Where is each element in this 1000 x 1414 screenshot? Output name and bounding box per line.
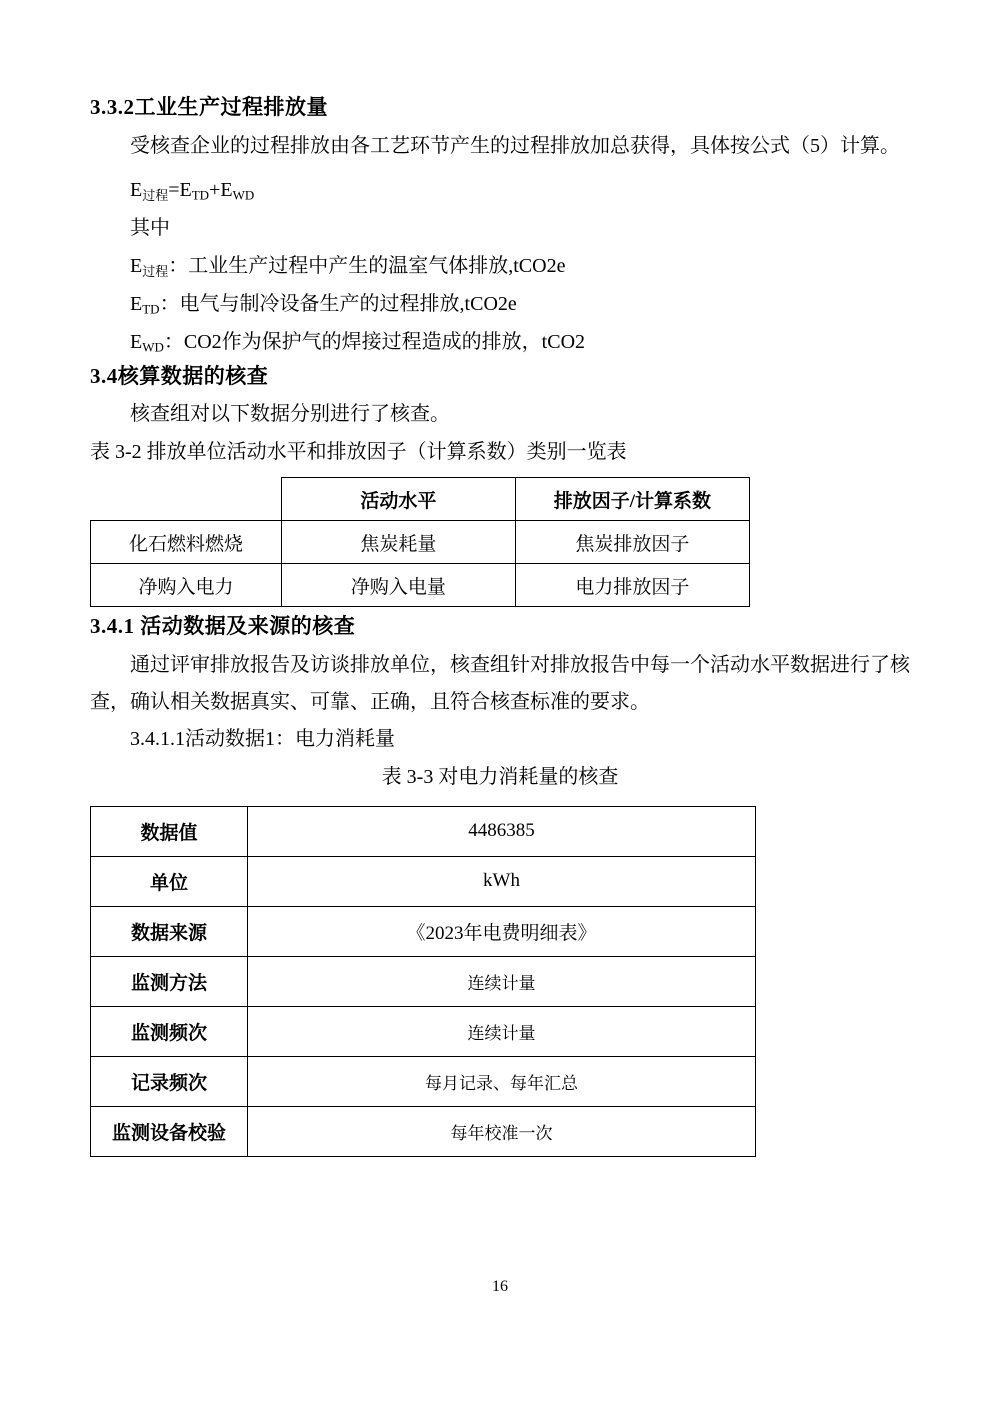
table-cell-value: 每年校准一次 — [248, 1106, 756, 1156]
def-2-sub: TD — [142, 301, 160, 317]
formula-def-2 — [90, 285, 910, 323]
table-row — [91, 956, 756, 1006]
table-row — [91, 856, 756, 906]
table-cell-label: 监测频次 — [91, 1006, 248, 1056]
formula-e: E — [130, 178, 143, 201]
table-cell: 电力排放因子 — [515, 564, 749, 607]
table-cell: 净购入电力 — [91, 564, 282, 607]
table-header-blank — [91, 478, 282, 521]
table-3-2 — [90, 477, 750, 607]
table-cell-value: 《2023年电费明细表》 — [248, 906, 756, 956]
table-cell: 焦炭耗量 — [281, 521, 515, 564]
heading-3-4-1: 3.4.1 活动数据及来源的核查 — [90, 614, 356, 638]
table-cell: 化石燃料燃烧 — [91, 521, 282, 564]
table-header-activity-level: 活动水平 — [281, 478, 515, 521]
formula-e-sub: 过程 — [142, 187, 169, 203]
def-3-text: ：CO2作为保护气的焊接过程造成的排放，tCO2 — [163, 330, 586, 353]
heading-3-4: 3.4核算数据的核查 — [90, 363, 269, 388]
formula-plus: +E — [209, 178, 233, 201]
paragraph-3-3-2: 受核查企业的过程排放由各工艺环节产生的过程排放加总获得，具体按公式（5）计算。 — [130, 134, 900, 157]
table-cell-label: 监测方法 — [91, 956, 248, 1006]
def-1-symbol: E — [130, 254, 143, 277]
table-3-2-caption: 表 3-2 排放单位活动水平和排放因子（计算系数）类别一览表 — [90, 441, 627, 463]
table-cell-label: 监测设备校验 — [91, 1106, 248, 1156]
table-cell: 净购入电量 — [281, 564, 515, 607]
table-cell-label: 数据值 — [91, 806, 248, 856]
table-cell: 焦炭排放因子 — [515, 521, 749, 564]
def-3-symbol: E — [130, 330, 143, 353]
table-header-emission-factor: 排放因子/计算系数 — [515, 478, 749, 521]
def-1-text: ：工业生产过程中产生的温室气体排放,tCO2e — [168, 254, 566, 277]
table-row — [91, 564, 750, 607]
table-cell-label: 数据来源 — [91, 906, 248, 956]
table-3-3-caption: 表 3-3 对电力消耗量的核查 — [381, 765, 619, 788]
def-1-sub: 过程 — [142, 263, 169, 279]
subheading-3-4-1-1: 3.4.1.1活动数据1：电力消耗量 — [130, 727, 395, 750]
formula-def-3 — [90, 323, 910, 361]
table-row — [91, 521, 750, 564]
def-2-symbol: E — [130, 292, 143, 315]
table-row — [91, 1056, 756, 1106]
formula-td-sub: TD — [191, 187, 210, 203]
table-row — [91, 478, 750, 521]
table-row — [91, 1006, 756, 1056]
formula-where-label: 其中 — [130, 216, 170, 239]
table-cell-value: 连续计量 — [248, 956, 756, 1006]
table-3-3 — [90, 806, 756, 1157]
page-number: 16 — [492, 1278, 508, 1295]
table-row — [91, 806, 756, 856]
table-cell-value: 每月记录、每年汇总 — [248, 1056, 756, 1106]
table-cell-value: 4486385 — [248, 806, 756, 856]
formula-main — [90, 171, 910, 209]
formula-eq: =E — [168, 178, 192, 201]
table-row — [91, 906, 756, 956]
paragraph-3-4: 核查组对以下数据分别进行了核查。 — [130, 403, 450, 425]
heading-3-3-2: 3.3.2工业生产过程排放量 — [90, 95, 328, 119]
paragraph-3-4-1: 通过评审排放报告及访谈排放单位，核查组针对排放报告中每一个活动水平数据进行了核查，确认相关数据真实、可靠、正确，且符合核查标准的要求。 — [90, 653, 910, 713]
formula-def-1 — [90, 247, 910, 285]
def-2-text: ：电气与制冷设备生产的过程排放,tCO2e — [159, 292, 517, 315]
def-3-sub: WD — [142, 339, 164, 355]
table-cell-value: 连续计量 — [248, 1006, 756, 1056]
formula-wd-sub: WD — [232, 187, 255, 203]
table-cell-value: kWh — [248, 856, 756, 906]
table-row — [91, 1106, 756, 1156]
table-cell-label: 单位 — [91, 856, 248, 906]
table-cell-label: 记录频次 — [91, 1056, 248, 1106]
